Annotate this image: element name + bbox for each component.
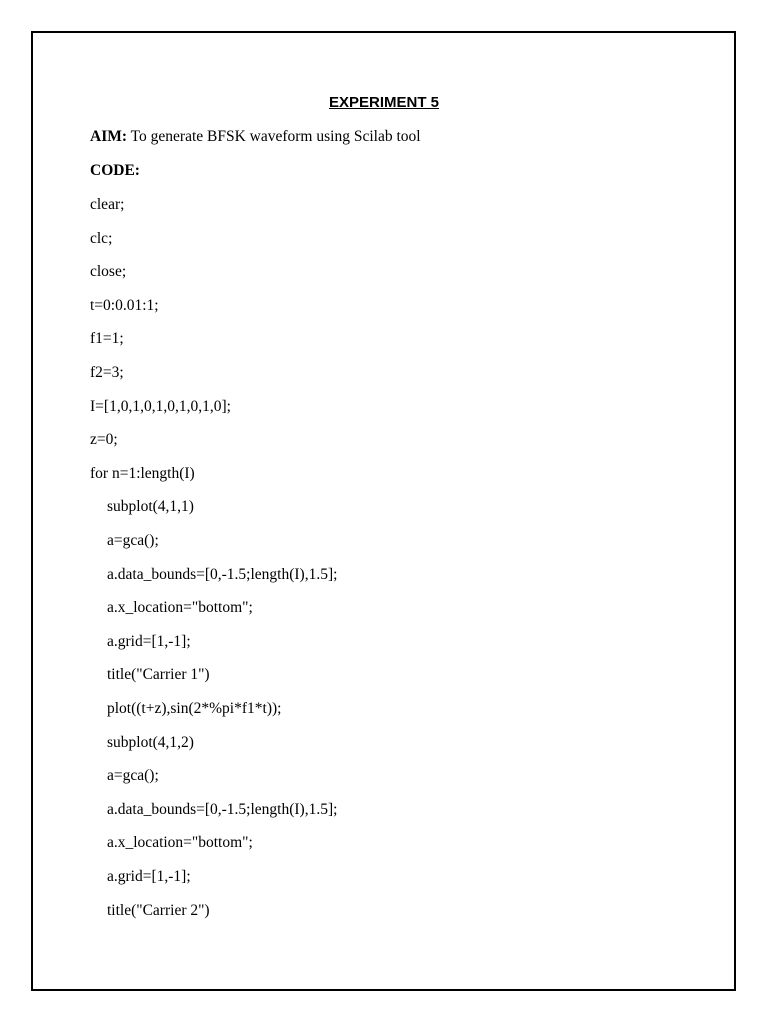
code-line: f1=1;: [90, 330, 124, 347]
code-line: f2=3;: [90, 364, 124, 381]
aim-text: To generate BFSK waveform using Scilab tool: [130, 128, 421, 145]
code-line: for n=1:length(I): [90, 465, 195, 482]
experiment-heading: EXPERIMENT 5: [328, 94, 440, 111]
code-line: close;: [90, 263, 127, 280]
aim-label: AIM:: [90, 128, 128, 145]
code-line: a.data_bounds=[0,-1.5;length(I),1.5];: [107, 801, 338, 818]
code-line: title("Carrier 1"): [107, 666, 210, 683]
code-label: CODE:: [90, 162, 140, 179]
code-line: a.grid=[1,-1];: [107, 633, 191, 650]
code-line: title("Carrier 2"): [107, 902, 210, 919]
code-line: a.data_bounds=[0,-1.5;length(I),1.5];: [107, 566, 338, 583]
code-line: clear;: [90, 196, 125, 213]
aim-line: [90, 127, 421, 147]
code-line: a.x_location="bottom";: [107, 599, 253, 616]
code-line: a.grid=[1,-1];: [107, 868, 191, 885]
code-line: a.x_location="bottom";: [107, 834, 253, 851]
code-line: a=gca();: [107, 532, 159, 549]
code-line: clc;: [90, 230, 113, 247]
code-line: subplot(4,1,2): [107, 734, 194, 751]
code-line: t=0:0.01:1;: [90, 297, 159, 314]
code-line: I=[1,0,1,0,1,0,1,0,1,0];: [90, 398, 231, 415]
code-line: plot((t+z),sin(2*%pi*f1*t));: [107, 700, 282, 717]
code-line: subplot(4,1,1): [107, 498, 194, 515]
code-line: z=0;: [90, 431, 118, 448]
code-line: a=gca();: [107, 767, 159, 784]
